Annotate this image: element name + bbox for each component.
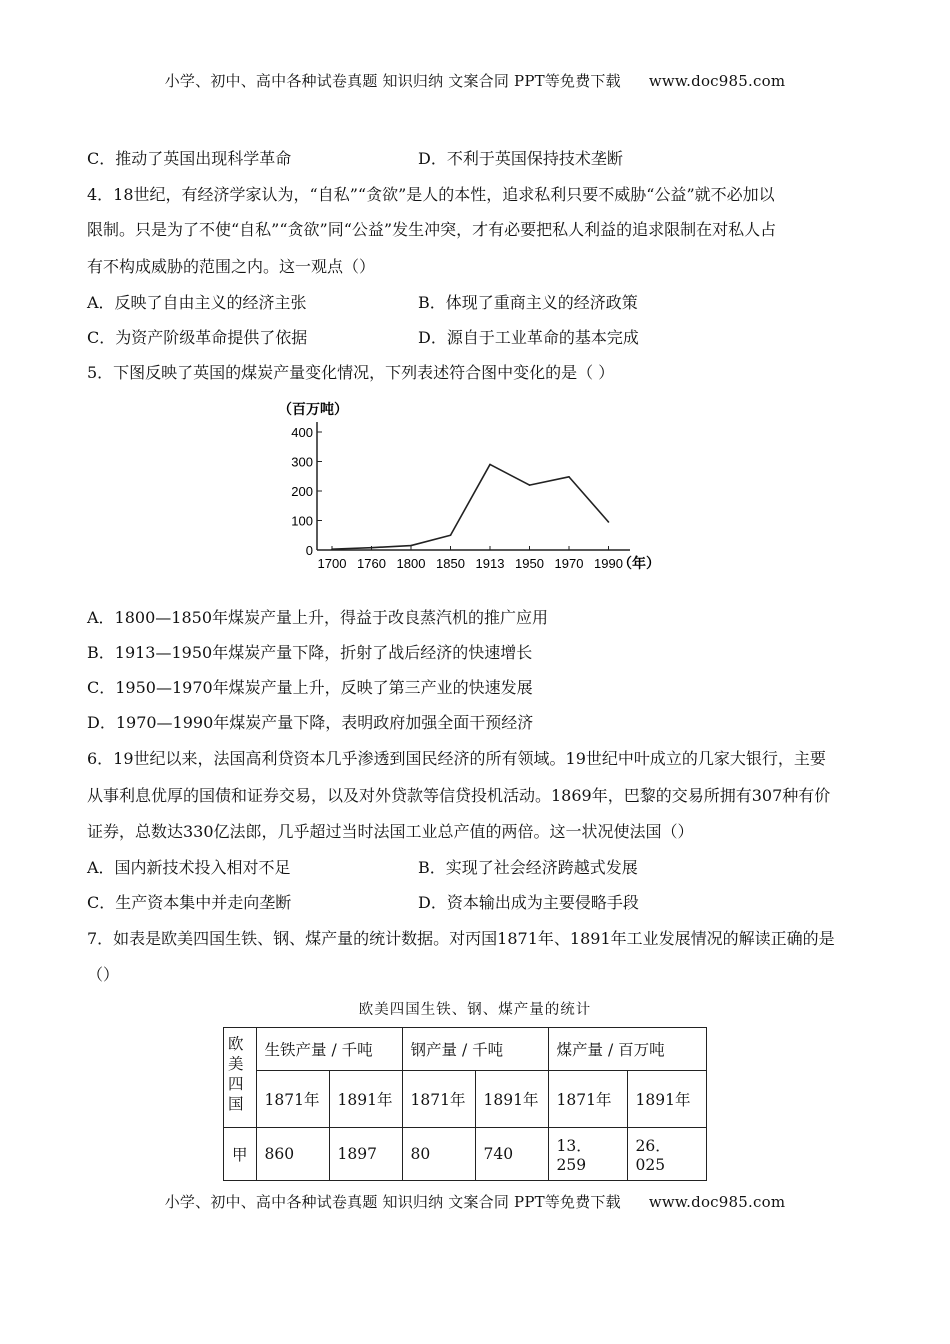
table-year-header: 1871年 — [256, 1071, 329, 1128]
q4-option-d: D．源自于工业革命的基本完成 — [418, 328, 639, 347]
x-tick-label: 1760 — [357, 556, 386, 571]
y-tick-label: 400 — [291, 425, 313, 440]
q5-option-b: B．1913—1950年煤炭产量下降，折射了战后经济的快速增长 — [87, 643, 533, 662]
x-tick-label: 1700 — [317, 556, 347, 571]
coal-output-chart — [270, 390, 680, 580]
q4-stem-line-2: 限制。只是为了不使“自私”“贪欲”同“公益”发生冲突，才有必要把私人利益的追求限制在对私人占 — [87, 220, 777, 239]
q6-option-a: A．国内新技术投入相对不足 — [87, 858, 291, 877]
x-tick-label: 1850 — [436, 556, 465, 571]
table-year-header: 1891年 — [475, 1071, 548, 1128]
page-header — [0, 70, 950, 91]
table-group-header: 煤产量 / 百万吨 — [548, 1028, 706, 1071]
table-year-header: 1871年 — [548, 1071, 627, 1128]
q6-stem-line-2: 从事利息优厚的国债和证券交易，以及对外贷款等信贷投机活动。1869年，巴黎的交易所拥有307种有价 — [87, 786, 831, 805]
q3-option-c: C．推动了英国出现科学革命 — [87, 149, 292, 168]
page-footer — [0, 1191, 950, 1212]
production-table — [223, 1027, 707, 1181]
q7-stem-line-2: （） — [87, 965, 120, 984]
data-point — [331, 548, 333, 550]
table-row-label: 甲 — [224, 1128, 257, 1181]
q4-option-c: C．为资产阶级革命提供了依据 — [87, 328, 308, 347]
y-tick-label: 100 — [291, 513, 313, 529]
table-group-header: 钢产量 / 千吨 — [402, 1028, 548, 1071]
x-tick-label: 1950 — [515, 556, 544, 571]
x-tick-label: 1913 — [475, 556, 505, 571]
data-point — [529, 484, 531, 486]
table-cell: 13．259 — [548, 1128, 627, 1181]
data-point — [568, 476, 570, 478]
table-row — [224, 1128, 707, 1181]
table-cell: 26．025 — [627, 1128, 706, 1181]
chart-series — [331, 464, 609, 550]
q5-option-c: C．1950—1970年煤炭产量上升，反映了第三产业的快速发展 — [87, 678, 533, 697]
table-group-header: 生铁产量 / 千吨 — [256, 1028, 402, 1071]
footer-text: 小学、初中、高中各种试卷真题 知识归纳 文案合同 PPT等免费下载 — [164, 1193, 621, 1211]
q6-option-b: B．实现了社会经济跨越式发展 — [418, 858, 638, 877]
q5-stem: 5．下图反映了英国的煤炭产量变化情况，下列表述符合图中变化的是（ ） — [87, 363, 615, 382]
header-url[interactable]: www.doc985.com — [648, 72, 786, 90]
q5-option-d: D．1970—1990年煤炭产量下降，表明政府加强全面干预经济 — [87, 713, 534, 732]
data-point — [450, 534, 452, 536]
q6-option-d: D．资本输出成为主要侵略手段 — [418, 893, 639, 912]
q6-stem-line-3: 证券，总数达330亿法郎，几乎超过当时法国工业总产值的两倍。这一状况使法国（） — [87, 822, 694, 841]
data-point — [608, 521, 610, 523]
q4-stem-line-3: 有不构成威胁的范围之内。这一观点（） — [87, 257, 376, 276]
header-text: 小学、初中、高中各种试卷真题 知识归纳 文案合同 PPT等免费下载 — [164, 72, 621, 90]
footer-url[interactable]: www.doc985.com — [648, 1193, 786, 1211]
q7-stem-line-1: 7．如表是欧美四国生铁、钢、煤产量的统计数据。对丙国1871年、1891年工业发展情况的解读正确的是 — [87, 929, 835, 948]
table-caption: 欧美四国生铁、钢、煤产量的统计 — [358, 1002, 592, 1018]
q6-stem-line-1: 6．19世纪以来，法国高利贷资本几乎渗透到国民经济的所有领域。19世纪中叶成立的几家大银行，主要 — [87, 749, 826, 768]
data-point — [489, 464, 491, 466]
x-tick-label: 1970 — [554, 556, 584, 571]
q4-option-a: A．反映了自由主义的经济主张 — [87, 293, 307, 312]
table-cell: 740 — [475, 1128, 548, 1181]
table-year-header: 1891年 — [627, 1071, 706, 1128]
coal-output-line — [332, 464, 609, 549]
table-corner-header: 欧美四国 — [224, 1028, 257, 1128]
table-cell: 80 — [402, 1128, 475, 1181]
chart-x-axis-label: （年） — [618, 555, 660, 571]
table-year-header: 1891年 — [329, 1071, 402, 1128]
x-tick-label: 1990 — [594, 556, 623, 571]
chart-y-axis-label: （百万吨） — [278, 401, 348, 417]
data-point — [371, 547, 373, 549]
data-point — [410, 545, 412, 547]
q5-option-a: A．1800—1850年煤炭产量上升，得益于改良蒸汽机的推广应用 — [87, 608, 548, 627]
chart-axes — [317, 422, 630, 550]
q4-stem-line-1: 4．18世纪，有经济学家认为，“自私”“贪欲”是人的本性，追求私利只要不威胁“公益”就不必加以 — [87, 185, 775, 204]
x-tick-label: 1800 — [396, 556, 426, 571]
table-cell: 1897 — [329, 1128, 402, 1181]
table-cell: 860 — [256, 1128, 329, 1181]
q3-option-d: D．不利于英国保持技术垄断 — [418, 149, 623, 168]
y-tick-label: 200 — [291, 484, 313, 499]
y-tick-label: 0 — [305, 543, 313, 558]
q6-option-c: C．生产资本集中并走向垄断 — [87, 893, 292, 912]
q4-option-b: B．体现了重商主义的经济政策 — [418, 293, 638, 312]
y-tick-label: 300 — [291, 454, 313, 470]
table-year-header: 1871年 — [402, 1071, 475, 1128]
